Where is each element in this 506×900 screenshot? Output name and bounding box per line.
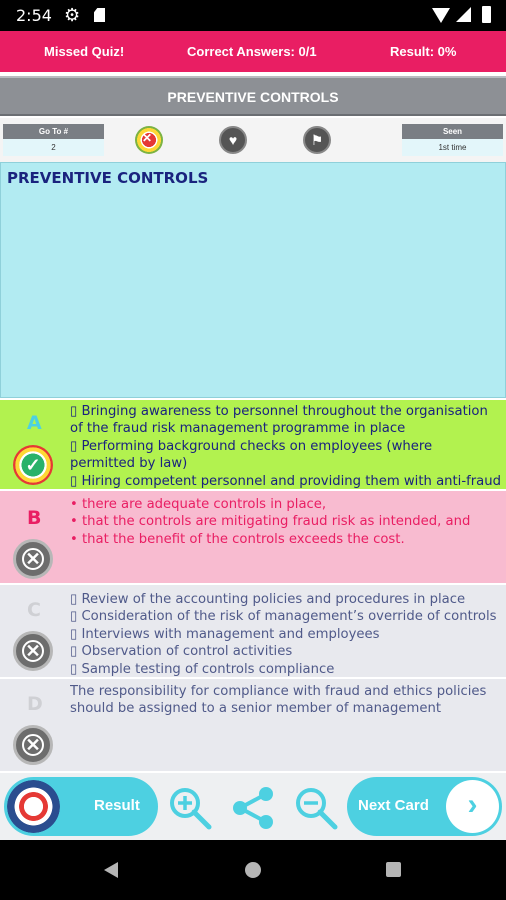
answer-text: [70, 683, 502, 718]
goto-control[interactable]: [3, 124, 104, 158]
wrong-x-icon: ✕: [13, 725, 53, 765]
status-bar: [0, 0, 506, 31]
result-button-label: Result: [94, 797, 140, 814]
clock: 2:54: [16, 6, 52, 25]
correct-answers-label: Correct Answers: 0/1: [187, 44, 317, 59]
answer-text: [70, 591, 502, 677]
answer-line: ▯ Consideration of the risk of management’s override of controls: [70, 609, 497, 625]
answer-line: ▯ Review of the accounting policies and procedures in place: [70, 592, 466, 607]
question-text: PREVENTIVE CONTROLS: [7, 169, 209, 187]
signal-icon: [456, 7, 471, 22]
answer-line: ▯ Bringing awareness to personnel throughout the organisation: [70, 404, 488, 419]
share-icon[interactable]: [230, 785, 276, 831]
answer-line: The responsibility for compliance with fraud and ethics policies: [70, 684, 487, 699]
goto-value[interactable]: 2: [3, 139, 104, 156]
answer-line: • there are adequate controls in place,: [70, 497, 327, 512]
answer-line: ▯ Sample testing of controls compliance: [70, 661, 335, 677]
heart-icon[interactable]: ♥: [219, 126, 247, 154]
wrong-x-icon: ✕: [13, 631, 53, 671]
back-icon[interactable]: [104, 862, 118, 878]
answer-line: ▯ Hiring competent personnel and providing them with anti-fraud: [70, 473, 501, 489]
wifi-icon: [432, 8, 450, 23]
home-icon[interactable]: [245, 862, 261, 878]
answer-line: of the fraud risk management programme in place: [70, 421, 406, 437]
page-title: PREVENTIVE CONTROLS: [0, 76, 506, 116]
zoom-in-icon[interactable]: [167, 785, 213, 831]
recents-icon[interactable]: [386, 862, 401, 877]
sd-card-icon: [94, 8, 105, 22]
system-nav-bar: [0, 840, 506, 900]
answer-line: ▯ Performing background checks on employees (where: [70, 438, 433, 454]
answer-option-c[interactable]: [0, 585, 506, 677]
result-gauge-icon: [7, 780, 60, 833]
answer-text: [70, 496, 502, 548]
chevron-right-icon: ›: [446, 780, 499, 833]
answer-letter: B: [27, 507, 42, 529]
seen-value: 1st time: [402, 139, 503, 156]
missed-quiz-label: Missed Quiz!: [44, 44, 125, 59]
seen-label: Seen: [402, 124, 503, 139]
flag-icon[interactable]: ⚑: [303, 126, 331, 154]
battery-icon: [482, 6, 491, 23]
gear-icon: ⚙: [64, 5, 81, 25]
correct-check-icon: ✓: [13, 445, 53, 485]
answer-option-d[interactable]: [0, 679, 506, 771]
answer-letter: A: [27, 412, 42, 434]
seen-indicator: [402, 124, 503, 158]
goto-label: Go To #: [3, 124, 104, 139]
missed-icon[interactable]: ✕: [135, 126, 163, 154]
answer-line: • that the benefit of the controls exceeds the cost.: [70, 531, 405, 547]
answer-text: [70, 403, 502, 489]
answer-letter: D: [27, 693, 43, 715]
card-toolbar: [0, 118, 506, 162]
answer-line: permitted by law): [70, 456, 188, 472]
next-card-button[interactable]: [347, 777, 502, 836]
answer-line: should be assigned to a senior member of management: [70, 701, 441, 717]
wrong-x-icon: ✕: [13, 539, 53, 579]
answer-option-b[interactable]: [0, 491, 506, 583]
result-button[interactable]: [4, 777, 158, 836]
answer-option-a[interactable]: [0, 400, 506, 489]
score-bar: [0, 31, 506, 72]
question-panel: [0, 162, 506, 398]
next-card-label: Next Card: [358, 797, 429, 814]
action-bar: [0, 773, 506, 840]
answer-line: • that the controls are mitigating fraud risk as intended, and: [70, 514, 471, 530]
result-percent-label: Result: 0%: [390, 44, 457, 59]
answer-letter: C: [27, 599, 41, 621]
answer-line: ▯ Interviews with management and employees: [70, 626, 380, 642]
zoom-out-icon[interactable]: [293, 785, 339, 831]
answer-line: ▯ Observation of control activities: [70, 644, 293, 660]
